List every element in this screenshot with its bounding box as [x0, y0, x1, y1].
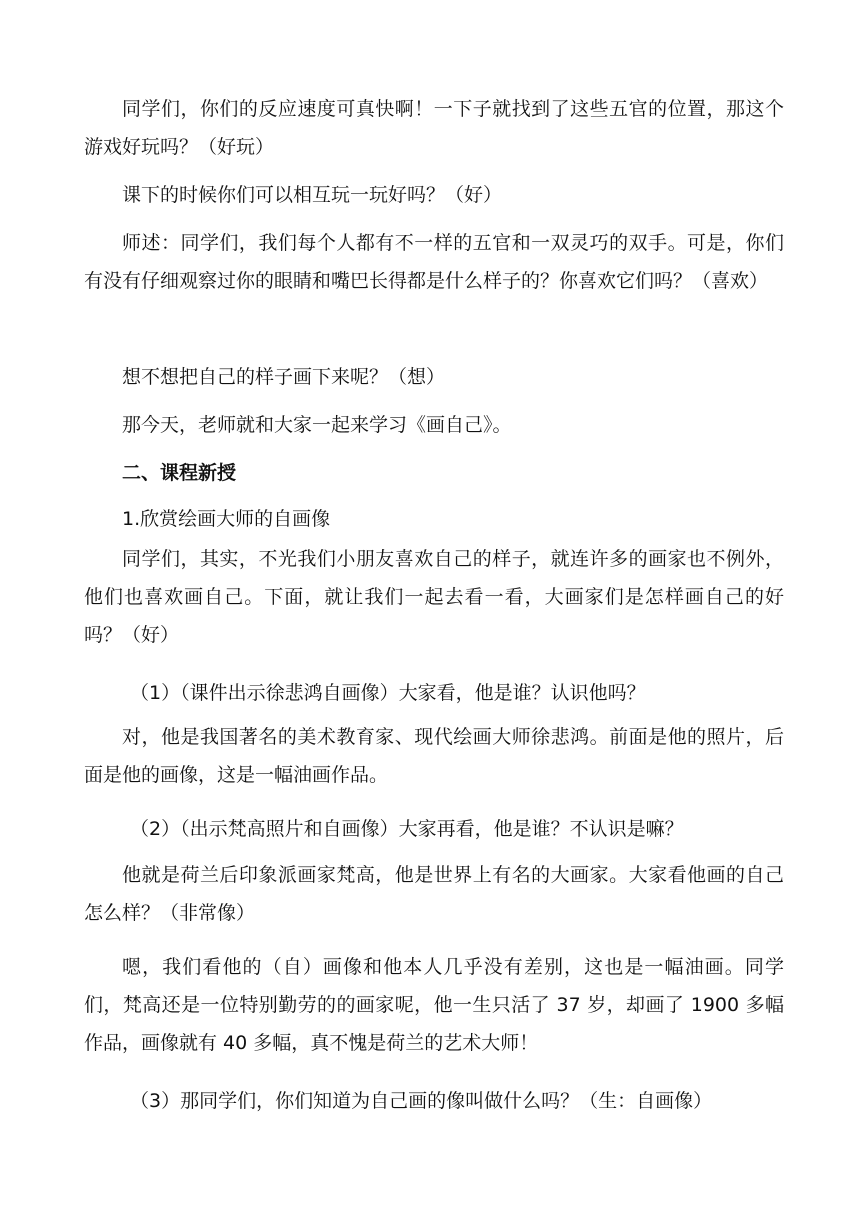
subsection-heading-appreciate-portraits: 1.欣赏绘画大师的自画像: [122, 508, 331, 530]
paragraph-painters-like-themselves: 同学们，其实，不光我们小朋友喜欢自己的样子，就连许多的画家也不例外，他们也喜欢画自己。下面，就让我们一起去看一看，大画家们是怎样画自己的好吗？（好）: [84, 548, 784, 646]
paragraph-item-1-xu-beihong: （1）（课件出示徐悲鸿自画像）大家看，他是谁？认识他吗？: [130, 682, 646, 704]
section-heading-new-lesson: 二、课程新授: [122, 462, 237, 484]
paragraph-game-question: 同学们，你们的反应速度可真快啊！一下子就找到了这些五官的位置，那这个游戏好玩吗？（好玩）: [84, 98, 784, 158]
paragraph-teacher-narration: 师述：同学们，我们每个人都有不一样的五官和一双灵巧的双手。可是，你们有没有仔细观察过你的眼睛和嘴巴长得都是什么样子的？你喜欢它们吗？（喜欢）: [84, 232, 784, 292]
paragraph-van-gogh-description: 他就是荷兰后印象派画家梵高，他是世界上有名的大画家。大家看他画的自己怎么样？（非常像）: [84, 864, 784, 924]
paragraph-item-3-self-portrait: （3）那同学们，你们知道为自己画的像叫做什么吗？（生：自画像）: [130, 1090, 713, 1112]
paragraph-play-after-class: 课下的时候你们可以相互玩一玩好吗？（好）: [122, 184, 503, 206]
paragraph-draw-yourself-question: 想不想把自己的样子画下来呢？（想）: [122, 366, 446, 388]
paragraph-lesson-intro: 那今天，老师就和大家一起来学习《画自己》。: [122, 414, 512, 436]
paragraph-item-2-van-gogh: （2）（出示梵高照片和自画像）大家再看，他是谁？不认识是嘛？: [130, 818, 684, 840]
paragraph-xu-beihong-description: 对，他是我国著名的美术教育家、现代绘画大师徐悲鸿。前面是他的照片，后面是他的画像，这是一幅油画作品。: [84, 726, 784, 786]
paragraph-van-gogh-works: 嗯，我们看他的（自）画像和他本人几乎没有差别，这也是一幅油画。同学们，梵高还是一位特别勤劳的的画家呢，他一生只活了 37 岁，却画了 1900 多幅作品，画像就有 40 多幅，真不愧是荷兰的艺术大师！: [84, 956, 784, 1054]
